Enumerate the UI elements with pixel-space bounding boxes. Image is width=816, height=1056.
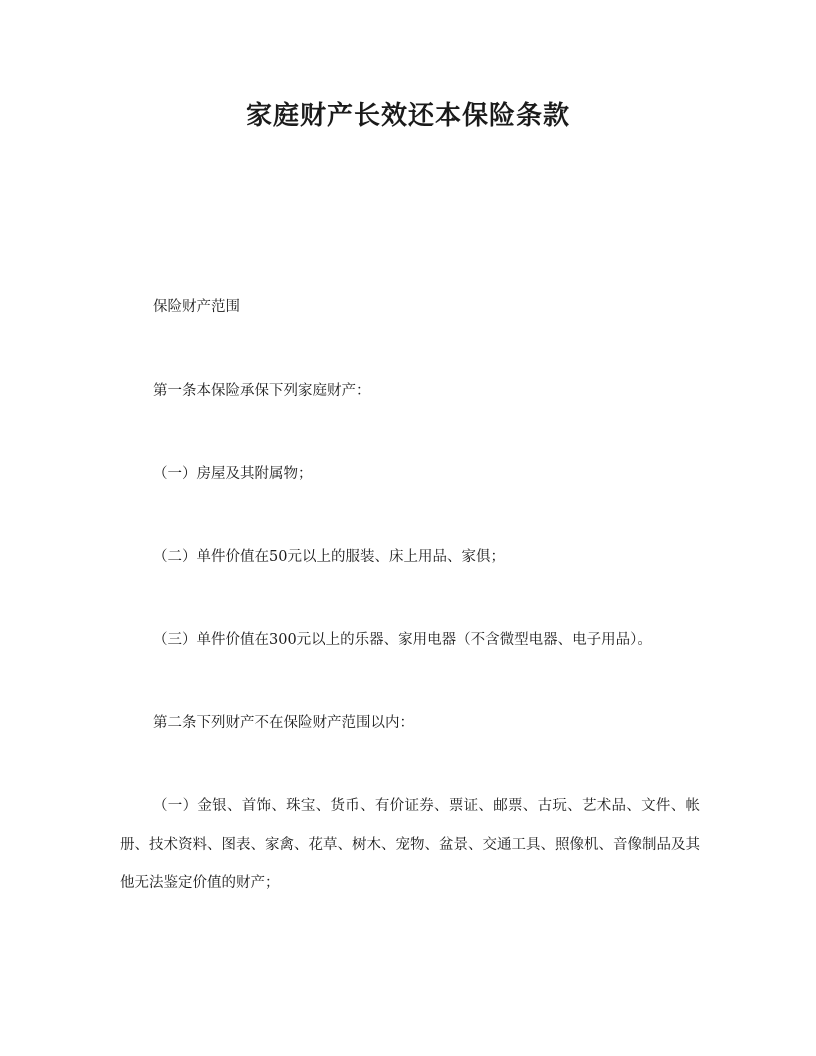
article-1: 第一条本保险承保下列家庭财产： <box>153 383 371 399</box>
article-1-item-1: （一）房屋及其附属物； <box>153 466 313 482</box>
article-2: 第二条下列财产不在保险财产范围以内： <box>153 715 414 731</box>
article-1-item-3: （三）单件价值在300元以上的乐器、家用电器（不含微型电器、电子用品）。 <box>153 632 652 648</box>
section-heading-insured-property: 保险财产范围 <box>153 299 240 315</box>
document-title: 家庭财产长效还本保险条款 <box>245 101 570 131</box>
article-1-item-2: （二）单件价值在50元以上的服装、床上用品、家俱； <box>153 549 505 565</box>
article-2-item-1: （一）金银、首饰、珠宝、货币、有价证券、票证、邮票、古玩、艺术品、文件、帐册、技术资料、图表、家禽、花草、树木、宠物、盆景、交通工具、照像机、音像制品及其他无法鉴定价值的财产； <box>120 798 700 891</box>
